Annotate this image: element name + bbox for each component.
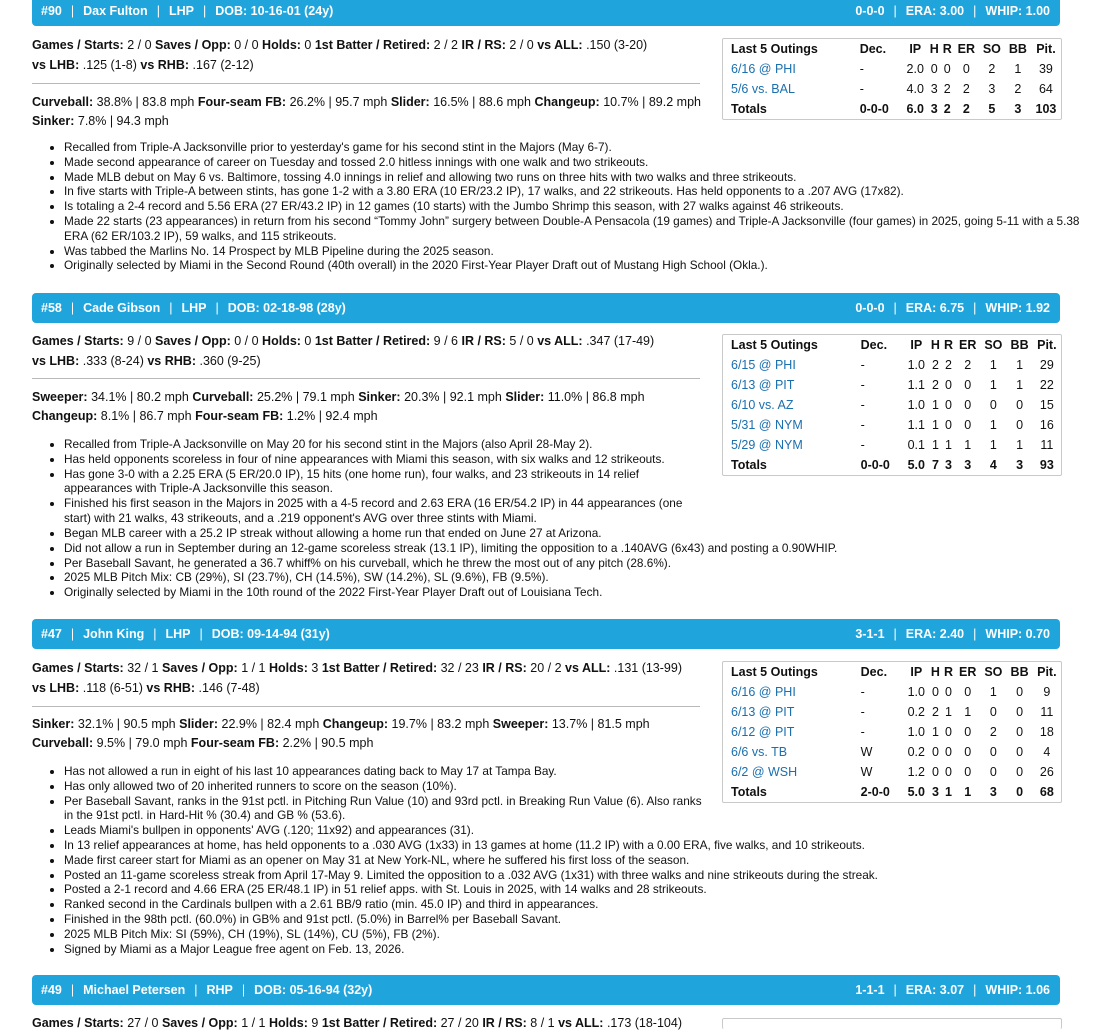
player-whip: WHIP: 1.00 [985,4,1050,18]
season-stats [32,658,712,698]
note-item: • In 13 relief appearances at home, has held opponents to a .030 AVG (1x33) in 13 games at home (11.2 IP) with a 0.00 ERA, five walks, and 10 strikeouts. [64,838,1084,853]
split-stats-line: vs LHB: .118 (6-51) vs RHB: .146 (7-48) [32,681,260,695]
note-item: • Originally selected by Miami in the Second Round (40th overall) in the 2020 First-Year Player Draft out of Mustang High School (Okla.). [64,258,1084,273]
note-item: • Signed by Miami as a Major League free agent on Feb. 13, 2026. [64,942,1084,957]
note-item: • Recalled from Triple-A Jacksonville on May 20 for his second stint in the Majors (also April 28-May 2). [64,437,704,452]
player-name: Michael Petersen [83,983,186,997]
player-era: ERA: 3.00 [905,4,965,18]
note-item: • Has held opponents scoreless in four of nine appearances with Miami this season, with six walks and 12 strikeouts. [64,452,704,467]
season-stats [32,35,712,75]
note-item: • Is totaling a 2-4 record and 5.56 ERA (27 ER/43.2 IP) in 12 games (10 starts) with the Jumbo Shrimp this season, with 27 walks against 46 strikeouts. [64,199,1084,214]
outing-row: 5/29 @ NYM - 0.1 1 1 1 1 1 11 [731,438,1054,452]
outing-row: 6/15 @ PHI - 1.0 2 2 2 1 1 29 [731,358,1054,372]
last-5-outings-table [722,38,1062,120]
note-item: • Originally selected by Miami in the 10th round of the 2022 First-Year Player Draft out of Louisiana Tech. [64,585,1084,600]
stats-line: Games / Starts: 27 / 0 Saves / Opp: 1 / 1 Holds: 9 1st Batter / Retired: 27 / 20 IR / RS: 8 / 1 vs ALL: .173 (18-104) [32,1016,682,1030]
player-record: 1-1-1 [855,983,885,997]
player-era: ERA: 2.40 [905,627,965,641]
player-notes [46,764,704,838]
note-item: • Posted an 11-game scoreless streak from April 17-May 9. Limited the opposition to a .032 AVG (1x31) with three walks and nine strikeouts during the streak. [64,868,1084,883]
player-notes [46,140,1084,273]
player-dob: DOB: 10-16-01 (24y) [215,4,334,18]
note-item: • Finished in the 98th pctl. (60.0%) in GB% and 91st pctl. (5.0%) in Barrel% per Baseball Savant. [64,912,1084,927]
note-item: • Finished his first season in the Majors in 2025 with a 4-5 record and 2.63 ERA (16 ER/54.2 IP) in 44 appearances (one start) with 21 walks, 43 strikeouts, and a .219 opponent's AVG over three stints with Miami. [64,496,704,526]
divider [32,706,700,707]
outing-row: 5/6 vs. BAL - 4.0 3 2 2 3 2 64 [731,82,1053,96]
player-record: 0-0-0 [855,301,885,315]
note-item: • Leads Miami's bullpen in opponents' AVG (.120; 11x92) and appearances (31). [64,823,704,838]
season-stats [32,1013,712,1033]
note-item: • Began MLB career with a 25.2 IP streak without allowing a home run that ended on June 27 at Arizona. [64,526,1084,541]
player-number: #90 [41,4,62,18]
player-position: RHP [206,983,233,997]
totals-row: Totals 0-0-0 6.0 3 2 2 5 3 103 [731,102,1057,116]
outing-row: 6/13 @ PIT - 0.2 2 1 1 0 0 11 [731,705,1054,719]
note-item: • Did not allow a run in September during an 12-game scoreless streak (13.1 IP), limiting the opposition to a .140AVG (6x43) and posting a 0.90WHIP. [64,541,1084,556]
last-5-outings-table [722,334,1062,476]
last-5-outings-table [722,661,1062,803]
player-notes-continued [46,526,1084,600]
outing-row: 6/13 @ PIT - 1.1 2 0 0 1 1 22 [731,378,1054,392]
player-era: ERA: 3.07 [905,983,965,997]
split-stats-line: vs LHB: .333 (8-24) vs RHB: .360 (9-25) [32,354,261,368]
player-name: Cade Gibson [83,301,161,315]
note-item: • Per Baseball Savant, ranks in the 91st pctl. in Pitching Run Value (10) and 93rd pctl. in Breaking Run Value (6). Also ranks in the 91st pctl. in Hard-Hit % (30.4) and GB % (53.6). [64,794,704,824]
note-item: • Posted a 2-1 record and 4.66 ERA (25 ER/48.1 IP) in 51 relief apps. with St. Louis in 2025, with 14 walks and 28 strikeouts. [64,882,1084,897]
player-notes [46,437,704,526]
player-whip: WHIP: 0.70 [985,627,1050,641]
split-stats-line: vs LHB: .125 (1-8) vs RHB: .167 (2-12) [32,58,254,72]
player-position: LHP [181,301,207,315]
player-dob: DOB: 05-16-94 (32y) [254,983,373,997]
note-item: • 2025 MLB Pitch Mix: SI (59%), CH (19%), SL (14%), CU (5%), FB (2%). [64,927,1084,942]
outing-row: 6/16 @ PHI - 2.0 0 0 0 2 1 39 [731,62,1053,76]
player-name: Dax Fulton [83,4,148,18]
stats-line: Games / Starts: 2 / 0 Saves / Opp: 0 / 0 Holds: 0 1st Batter / Retired: 2 / 2 IR / RS: 2 / 0 vs ALL: .150 (3-20) [32,38,648,52]
note-item: • Ranked second in the Cardinals bullpen with a 2.61 BB/9 ratio (min. 45.0 IP) and third in appearances. [64,897,1084,912]
outings-header-row: Last 5 Outings Dec. IP H R ER SO BB Pit. [731,338,1057,352]
note-item: • Has gone 3-0 with a 2.25 ERA (5 ER/20.0 IP), 15 hits (one home run), four walks, and 23 strikeouts in 14 relief appearances with Triple-A Jacksonville this season. [64,467,704,497]
pitch-mix: Sinker: 32.1% | 90.5 mph Slider: 22.9% | 82.4 mph Changeup: 19.7% | 83.2 mph Sweeper: 13.7% | 81.5 mph Curveball: 9.5% | 79.0 mph Four-seam FB: 2.2% | 90.5 mph [32,717,650,750]
player-header-bar: #47 | John King | LHP | DOB: 09-14-94 (31y) 3-1-1 | ERA: 2.40 | WHIP: 0.70 [32,619,1060,649]
note-item: • Made MLB debut on May 6 vs. Baltimore, tossing 4.0 innings in relief and allowing two runs on three hits with two walks and three strikeouts. [64,170,1084,185]
player-position: LHP [165,627,191,641]
player-dob: DOB: 09-14-94 (31y) [211,627,330,641]
player-name: John King [83,627,145,641]
outing-row: 6/10 vs. AZ - 1.0 1 0 0 0 0 15 [731,398,1054,412]
outing-row: 5/31 @ NYM - 1.1 1 0 0 1 0 16 [731,418,1054,432]
player-dob: DOB: 02-18-98 (28y) [227,301,346,315]
outings-header-row: Last 5 Outings Dec. IP H R ER SO BB Pit. [731,42,1056,56]
outing-row: 6/2 @ WSH W 1.2 0 0 0 0 0 26 [731,765,1054,779]
note-item: • 2025 MLB Pitch Mix: CB (29%), SI (23.7%), CH (14.5%), SW (14.2%), SL (9.6%), FB (9.5%). [64,570,1084,585]
outing-row: 6/6 vs. TB W 0.2 0 0 0 0 0 4 [731,745,1051,759]
pitch-mix: Curveball: 38.8% | 83.8 mph Four-seam FB: 26.2% | 95.7 mph Slider: 16.5% | 88.6 mph Changeup: 10.7% | 89.2 mph Sinker: 7.8% | 94.3 mph [32,95,701,128]
player-number: #49 [41,983,62,997]
note-item: • Has not allowed a run in eight of his last 10 appearances dating back to May 17 at Tampa Bay. [64,764,704,779]
note-item: • Made 22 starts (23 appearances) in return from his second “Tommy John” surgery between Double-A Pensacola (19 games) and Triple-A Jacksonville (four games) in 2025, going 5-11 with a 5.38 ERA (62 ER/103.2 IP), 59 walks, and 115 strikeouts. [64,214,1084,244]
divider [32,83,700,84]
player-position: LHP [168,4,194,18]
note-item: • Was tabbed the Marlins No. 14 Prospect by MLB Pipeline during the 2025 season. [64,244,1084,259]
player-header-bar: #90 | Dax Fulton | LHP | DOB: 10-16-01 (24y) 0-0-0 | ERA: 3.00 | WHIP: 1.00 [32,0,1060,26]
note-item: • Recalled from Triple-A Jacksonville prior to yesterday's game for his second stint in the Majors (May 6-7). [64,140,1084,155]
note-item: • In five starts with Triple-A between stints, has gone 1-2 with a 3.80 ERA (10 ER/23.2 IP), 17 walks, and 22 strikeouts. Has held opponents to a .207 AVG (17x82). [64,184,1084,199]
totals-row: Totals 0-0-0 5.0 7 3 3 4 3 93 [731,458,1054,472]
player-notes-continued [46,838,1084,956]
pitch-mix: Sweeper: 34.1% | 80.2 mph Curveball: 25.2% | 79.1 mph Sinker: 20.3% | 92.1 mph Slider: 11.0% | 86.8 mph Changeup: 8.1% | 86.7 mph Four-seam FB: 1.2% | 92.4 mph [32,390,645,423]
note-item: • Has only allowed two of 20 inherited runners to score on the season (10%). [64,779,704,794]
player-whip: WHIP: 1.92 [985,301,1050,315]
season-stats [32,331,712,371]
player-era: ERA: 6.75 [905,301,965,315]
player-header-bar: #58 | Cade Gibson | LHP | DOB: 02-18-98 (28y) 0-0-0 | ERA: 6.75 | WHIP: 1.92 [32,293,1060,323]
player-record: 3-1-1 [855,627,885,641]
stats-line: Games / Starts: 32 / 1 Saves / Opp: 1 / 1 Holds: 3 1st Batter / Retired: 32 / 23 IR / RS: 20 / 2 vs ALL: .131 (13-99) [32,661,682,675]
totals-row: Totals 2-0-0 5.0 3 1 1 3 0 68 [731,785,1054,799]
divider [32,378,700,379]
player-number: #47 [41,627,62,641]
player-whip: WHIP: 1.06 [985,983,1050,997]
outings-header-row: Last 5 Outings Dec. IP H R ER SO BB Pit. [731,665,1057,679]
note-item: • Made second appearance of career on Tuesday and tossed 2.0 hitless innings with one walk and two strikeouts. [64,155,1084,170]
player-number: #58 [41,301,62,315]
note-item: • Made first career start for Miami as an opener on May 31 at New York-NL, where he suffered his first loss of the season. [64,853,1084,868]
note-item: • Per Baseball Savant, he generated a 36.7 whiff% on his curveball, which he threw the most out of any pitch (28.6%). [64,556,1084,571]
player-record: 0-0-0 [855,4,885,18]
outing-row: 6/16 @ PHI - 1.0 0 0 0 1 0 9 [731,685,1051,699]
player-header-bar: #49 | Michael Petersen | RHP | DOB: 05-16-94 (32y) 1-1-1 | ERA: 3.07 | WHIP: 1.06 [32,975,1060,1005]
stats-line: Games / Starts: 9 / 0 Saves / Opp: 0 / 0 Holds: 0 1st Batter / Retired: 9 / 6 IR / RS: 5 / 0 vs ALL: .347 (17-49) [32,334,655,348]
outing-row: 6/12 @ PIT - 1.0 1 0 0 2 0 18 [731,725,1054,739]
